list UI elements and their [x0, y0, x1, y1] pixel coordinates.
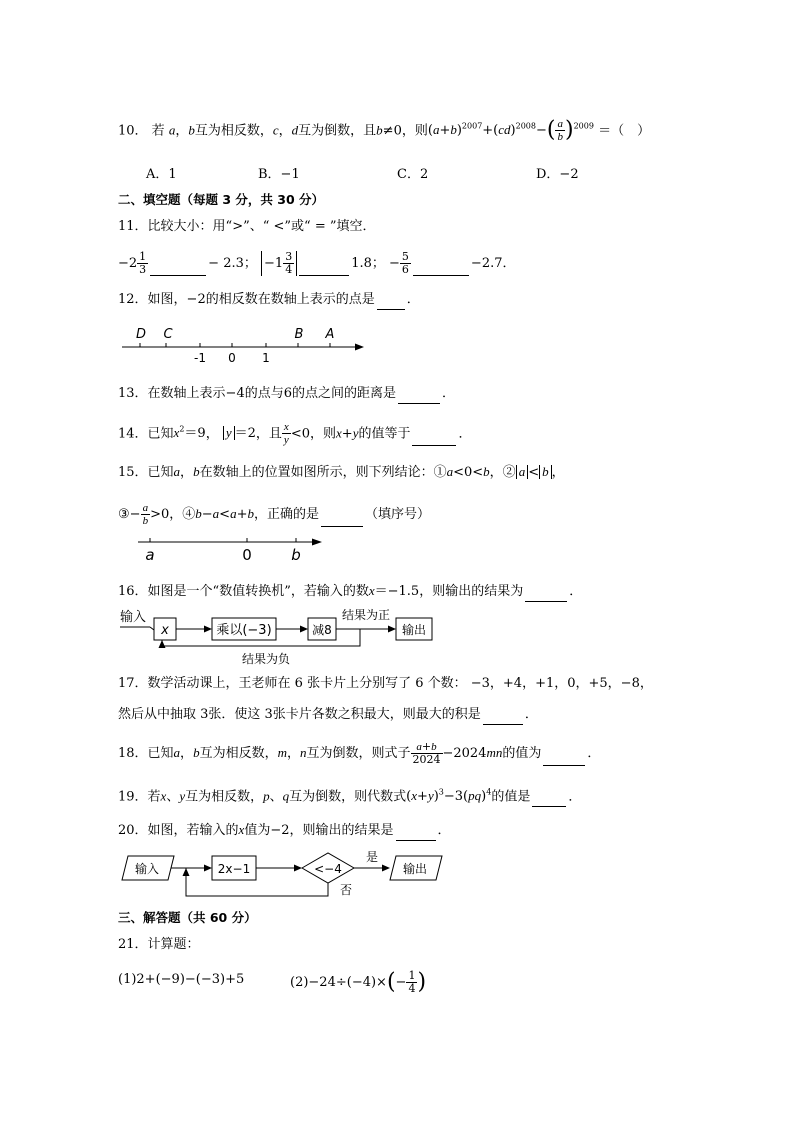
var-b: b: [188, 122, 195, 138]
q16-text: 16．如图是一个“数值转换机”，若输入的数: [118, 584, 369, 599]
q11-mixed-number: −2 $\frac{1}{3}$: [118, 250, 147, 276]
q11-rhs-2: 1.8；: [351, 256, 385, 271]
q16-output-label: 输出: [401, 623, 427, 637]
q20-blank[interactable]: [396, 840, 436, 841]
q19-text3: 互为倒数，则代数式: [289, 789, 407, 805]
q16-positive-label: 结果为正: [341, 608, 391, 622]
var-d: d: [291, 122, 299, 138]
q10-text2: 互为倒数，且: [298, 123, 377, 139]
q11-abs: −1 $\frac{3}{4}$: [261, 251, 297, 276]
q14-blank[interactable]: [412, 445, 456, 446]
q16-line: 16．如图是一个“数值转换机”，若输入的数x＝−1.5，则输出的结果为 ．: [118, 581, 582, 602]
q16-x-label: x: [161, 623, 169, 638]
q11-blank-1[interactable]: [150, 275, 206, 276]
q20-op-label: 2x−1: [217, 862, 251, 876]
q21-part2: (2)−24÷(−4)×(− $\frac{1}{4}$ ): [290, 969, 427, 995]
q15-c2: ②: [502, 465, 516, 480]
q19-blank[interactable]: [532, 806, 566, 807]
q20-text2: 值为: [244, 823, 271, 838]
var-a: a: [168, 122, 176, 138]
q18-blank[interactable]: [543, 765, 585, 766]
q14-text4: 的值等于: [358, 426, 411, 442]
q13-number: 13．在数轴上表示: [118, 386, 226, 401]
q16-negative-label: 结果为负: [241, 652, 291, 666]
q17-line1: 17．数学活动课上，王老师在 6 张卡片上分别写了 6 个数： −3，+4，+1，0，+5，−8，: [118, 676, 653, 691]
section-2-heading: 二、填空题（每题 3 分，共 30 分）: [118, 192, 325, 207]
q10-text3: ，则: [401, 123, 428, 139]
q15-c4: ④: [182, 507, 196, 522]
q15-line1: 15．已知a，b在数轴上的位置如图所示，则下列结论：①a<0<b，② a < b ，: [118, 464, 565, 480]
q18-text2: 互为相反数，: [199, 746, 278, 761]
q18-line: 18．已知a，b互为相反数，m，n互为倒数，则式子 $\frac{a+b}{2024}$ −2024mn的值为 ．: [118, 740, 601, 766]
q20-no-label: 否: [340, 883, 353, 897]
q12-label-A: A: [325, 327, 335, 342]
q15-label-a: a: [145, 546, 155, 564]
q14-end: ．: [458, 426, 472, 442]
q10-option-b: B．−1: [258, 167, 300, 182]
q19-expr: $(x+y)^3-3(pq)^4$: [406, 788, 492, 805]
q20-flowchart: [118, 846, 448, 902]
q10-line: 10． 若 a，b互为相反数，c，d互为倒数，且b≠0，则$(a+b)^{2007}+(cd)^{2008}-$( $\frac{a}{b}$ )$^{2009}$ ＝（ ）: [118, 117, 651, 144]
q18-end: ．: [587, 746, 601, 761]
q16-end: ．: [569, 584, 583, 599]
q15-line2: ③− $\frac{a}{b}$ >0，④b−a<a+b，正确的是 （填序号）: [118, 502, 430, 527]
q15-label-0: 0: [242, 546, 252, 564]
q18-text3: 互为倒数，则式子: [306, 746, 411, 761]
q15-c3: ③: [118, 507, 130, 522]
q15-text: 在数轴上的位置如图所示，则下列结论：: [199, 465, 434, 480]
q10-option-d: D．−2: [536, 167, 579, 182]
q11-title: 11．比较大小：用“>”、“ <”或“ = ”填空．: [118, 219, 376, 234]
q20-end: ．: [437, 823, 451, 838]
q13-blank[interactable]: [398, 403, 440, 404]
q16-input-label: 输入: [120, 610, 147, 625]
q12-label-C: C: [163, 327, 173, 342]
q15-number-line: [130, 534, 330, 566]
q10-answer-bracket: ＝（ ）: [598, 123, 651, 139]
q20-input-label: 输入: [134, 862, 160, 876]
q20-number: 20．如图，若输入的: [118, 823, 239, 838]
q12-tick-label-1: 1: [262, 351, 270, 365]
q10-number: 10． 若: [118, 123, 165, 139]
q10-option-c: C．2: [397, 167, 429, 182]
q19-line: 19．若x、y互为相反数，p、q互为倒数，则代数式$(x+y)^3-3(pq)^4$的值是 ．: [118, 783, 581, 807]
q10-expr: $(a+b)^{2007}+(cd)^{2008}-$( $\frac{a}{b}$ )$^{2009}$: [427, 117, 594, 144]
q12-label-B: B: [294, 327, 304, 342]
q14-sum: x: [336, 425, 342, 441]
q19-text2: 互为相反数，: [185, 789, 264, 805]
q11-frac: − $\frac{5}{6}$: [389, 250, 409, 276]
q18-number: 18．已知: [118, 746, 174, 761]
q21-title: 21．计算题：: [118, 937, 200, 952]
var-c: c: [272, 122, 279, 138]
q15-label-b: b: [291, 546, 301, 564]
q17-end: ．: [524, 707, 538, 722]
q16-text2: ，则输出的结果为: [419, 584, 524, 599]
q16-multiply-label: 乘以(−3): [216, 623, 272, 638]
q20-yes-label: 是: [365, 850, 379, 864]
q14-abs-y: y ＝2: [223, 426, 256, 441]
q17-line2: [118, 705, 538, 725]
q14-text3: ，则: [309, 426, 336, 442]
cond-b: b: [376, 122, 383, 138]
q19-end: ．: [568, 789, 582, 805]
q20-line: 20．如图，若输入的x值为−2，则输出的结果是 ．: [118, 820, 451, 841]
q11-blank-2[interactable]: [299, 275, 349, 276]
q12-number: 12．如图，: [118, 292, 187, 307]
q12-line: 12．如图，−2的相反数在数轴上表示的点是 ．: [118, 290, 420, 310]
q10-option-a: A．1: [146, 167, 177, 182]
q13-text2: 的点与: [244, 386, 284, 401]
q17-text: 然后从中抽取 3张．使这 3张卡片各数之积最大，则最大的积是: [118, 707, 481, 722]
q12-blank[interactable]: [377, 309, 405, 310]
q15-note: （填序号）: [364, 507, 430, 522]
q11-blank-3[interactable]: [413, 275, 469, 276]
q14-number: 14．已知: [118, 426, 174, 442]
q13-end: ．: [442, 386, 456, 401]
q13-line: 13．在数轴上表示−4的点与6的点之间的距离是 ．: [118, 384, 455, 404]
q12-text: 的相反数在数轴上表示的点是: [205, 292, 375, 307]
q15-c1: ①: [433, 465, 447, 480]
q12-number-line: [118, 324, 368, 366]
q20-text3: ，则输出的结果是: [289, 823, 394, 838]
q16-flowchart: [118, 604, 448, 666]
q12-tick-label-neg1: -1: [194, 351, 206, 365]
q11-comparisons: [118, 251, 516, 276]
q15-end: ，正确的是: [253, 507, 319, 522]
q16-blank[interactable]: [525, 601, 567, 602]
q15-number: 15．已知: [118, 465, 174, 480]
q12-end: ．: [406, 292, 420, 307]
q21-part2-text: (2)−24÷(−4)×: [290, 975, 387, 990]
section-3-heading: 三、解答题（共 60 分）: [118, 910, 257, 925]
q19-number: 19．若: [118, 789, 161, 805]
q21-part1: (1)2+(−9)−(−3)+5: [118, 972, 245, 987]
q20-cond-label: <−4: [314, 862, 342, 876]
q18-text4: 的值为: [502, 746, 542, 761]
q10-text1: 互为相反数，: [194, 123, 273, 139]
q19-text4: 的值是: [491, 789, 531, 805]
q11-rhs-3: −2.7．: [470, 256, 516, 271]
q11-rhs-1: − 2.3；: [208, 256, 257, 271]
q14-frac: $\frac{x}{y}$: [283, 421, 289, 447]
q12-tick-label-0: 0: [228, 351, 236, 365]
q15-blank[interactable]: [321, 526, 363, 527]
q13-text3: 的点之间的距离是: [292, 386, 397, 401]
q12-label-D: D: [135, 327, 147, 342]
q18-frac: $\frac{a+b}{2024}$: [412, 740, 441, 766]
q14-line: 14．已知$x^2=9$， y ＝2，且 $\frac{x}{y}$ <0，则x+y的值等于 ．: [118, 421, 472, 447]
q17-blank[interactable]: [483, 724, 523, 725]
q14-text2: ，且: [255, 426, 282, 442]
q20-output-label: 输出: [402, 862, 428, 876]
q16-subtract-label: 减8: [312, 623, 332, 637]
q14-x-squared: $x^2=9$: [173, 425, 206, 442]
